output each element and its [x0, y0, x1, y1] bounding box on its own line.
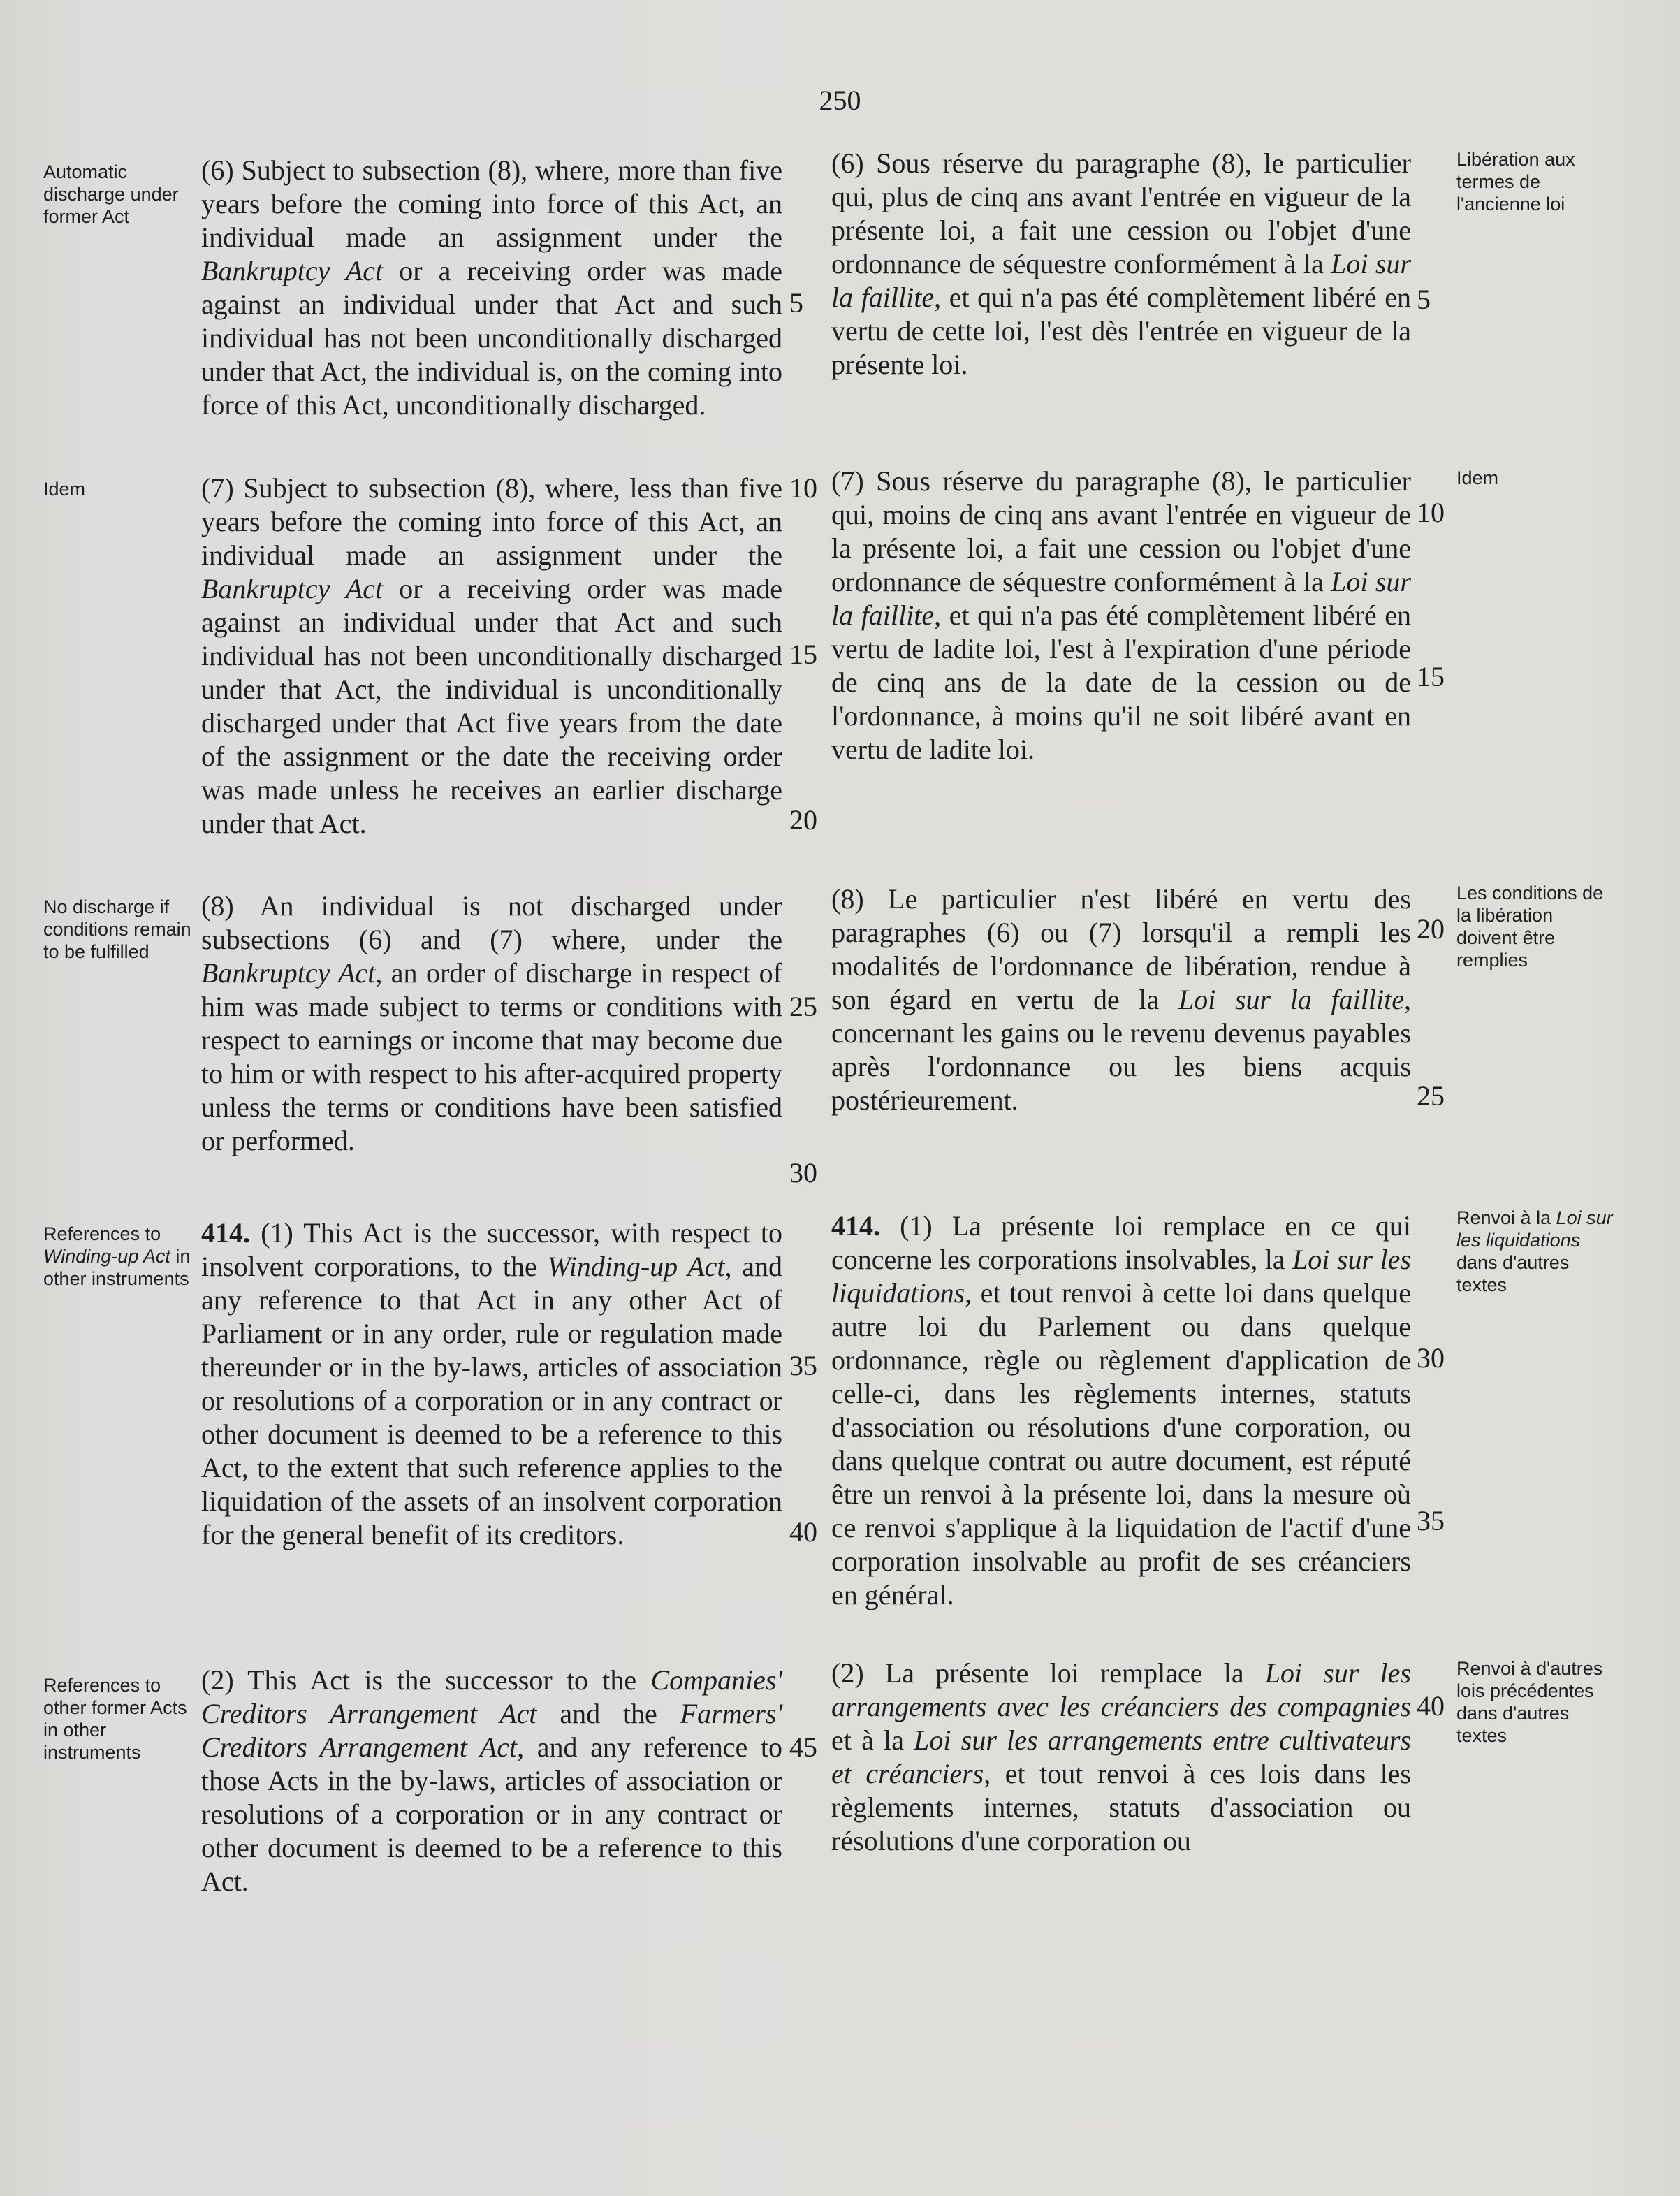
paragraph-en: (8) An individual is not discharged under subsections (6) and (7) where, under the Bankruptcy Act, an order of discharge in respect of him was made subject to terms or conditions with respect to earnings or income that may become due to him or with respect to his after-acquired property unless the terms or conditions have been satisfied or performed.: [201, 890, 783, 1156]
line-number-en: 25: [789, 991, 817, 1022]
line-number-en: 45: [789, 1731, 817, 1763]
paragraph-en: (2) This Act is the successor to the Companies' Creditors Arrangement Act and the Farmers' Creditors Arrangement Act, and any reference to those Acts in the by-laws, articles of association or resolutions of a corporation or in any contract or other document is deemed to be a reference to this Act.: [201, 1664, 782, 1897]
paragraph-en: (6) Subject to subsection (8), where, more than five years before the coming into force of this Act, an individual made an assignment under the Bankruptcy Act or a receiving order was made against an individual under that Act and such individual has not been unconditionally discharged under that Act, the individual is, on the coming into force of this Act, unconditionally discharged.: [201, 154, 783, 421]
paragraph-en: 414. (1) This Act is the successor, with respect to insolvent corporations, to the Winding-up Act, and any reference to that Act in any other Act of Parliament or in any order, rule or regulation made thereunder or in the by-laws, articles of association or resolutions of a corporation or in any contract or other document is deemed to be a reference to this Act, to the extent that such reference applies to the liquidation of the assets of an insolvent corporation for the general benefit of its creditors.: [201, 1217, 782, 1550]
line-number-en: 30: [789, 1157, 817, 1188]
line-number-en: 15: [789, 639, 817, 670]
line-number-en: 20: [789, 804, 817, 836]
line-number-en: 5: [789, 287, 803, 319]
margin-note-en: References to other former Acts in other instruments: [43, 1675, 187, 1763]
margin-note-fr: Renvoi à d'autres lois précédentes dans d'autres textes: [1456, 1658, 1603, 1746]
margin-note-fr: Renvoi à la Loi sur les liquidations dans d'autres textes: [1456, 1207, 1613, 1295]
margin-note-fr: Les conditions de la libération doivent être remplies: [1456, 882, 1604, 970]
paragraph-fr: 414. (1) La présente loi remplace en ce qui concerne les corporations insolvables, la Loi sur les liquidations, et tout renvoi à cette loi dans quelque autre loi du Parlement ou dans quelque ordonnance, règle ou règlement d'application de celle-ci, dans les règlements internes, statuts d'association ou résolutions d'une corporation, ou dans quelque contrat ou autre document, est réputé être un renvoi à la présente loi, dans la mesure où ce renvoi s'applique à la liquidation de l'actif d'une corporation insolvable au profit de ses créanciers en général.: [831, 1210, 1411, 1610]
line-number-fr: 35: [1417, 1505, 1445, 1536]
margin-note-en: References to Winding-up Act in other instruments: [43, 1223, 191, 1289]
line-number-fr: 25: [1417, 1080, 1445, 1112]
line-number-fr: 40: [1417, 1690, 1445, 1722]
margin-note-fr: Idem: [1456, 467, 1499, 488]
line-number-fr: 15: [1417, 661, 1445, 692]
paragraph-fr: (2) La présente loi remplace la Loi sur les arrangements avec les créanciers des compagnies et à la Loi sur les arrangements entre cultivateurs et créanciers, et tout renvoi à ces lois dans les règlements internes, statuts d'association ou résolutions d'une corporation ou: [831, 1657, 1411, 1856]
paragraph-fr: (7) Sous réserve du paragraphe (8), le particulier qui, moins de cinq ans avant l'entrée en vigueur de la présente loi, a fait une cession ou l'objet d'une ordonnance de séquestre conformément à la Loi sur la faillite, et qui n'a pas été complètement libéré en vertu de ladite loi, l'est à l'expiration d'une période de cinq ans de la date de la cession ou de l'ordonnance, à moins qu'il ne soit libéré avant en vertu de ladite loi.: [831, 465, 1412, 765]
page-number: 250: [819, 85, 861, 116]
paragraph-en: (7) Subject to subsection (8), where, less than five years before the coming into force of this Act, an individual made an assignment under the Bankruptcy Act or a receiving order was made against an individual under that Act and such individual has not been unconditionally discharged under that Act, the individual is unconditionally discharged under that Act five years from the date of the assignment or the date the receiving order was made unless he receives an earlier discharge under that Act.: [201, 472, 783, 839]
paragraph-fr: (6) Sous réserve du paragraphe (8), le particulier qui, plus de cinq ans avant l'entrée en vigueur de la présente loi, a fait une cession ou l'objet d'une ordonnance de séquestre conformément à la Loi sur la faillite, et qui n'a pas été complètement libéré en vertu de cette loi, l'est dès l'entrée en vigueur de la présente loi.: [831, 147, 1412, 380]
line-number-en: 10: [789, 472, 817, 504]
margin-note-fr: Libération aux termes de l'ancienne loi: [1456, 149, 1575, 214]
line-number-en: 40: [789, 1516, 817, 1548]
line-number-fr: 10: [1417, 497, 1445, 528]
line-number-en: 35: [789, 1350, 817, 1381]
line-number-fr: 30: [1417, 1342, 1445, 1374]
margin-note-en: Idem: [43, 479, 86, 500]
line-number-fr: 20: [1417, 913, 1445, 945]
margin-note-en: Automatic discharge under former Act: [43, 161, 179, 227]
paragraph-fr: (8) Le particulier n'est libéré en vertu des paragraphes (6) ou (7) lorsqu'il a rempli les modalités de l'ordonnance de libération, rendue à son égard en vertu de la Loi sur la faillite, concernant les gains ou le revenu devenus payables après l'ordonnance ou les biens acquis postérieurement.: [831, 883, 1411, 1116]
margin-note-en: No discharge if conditions remain to be fulfilled: [43, 896, 191, 962]
line-number-fr: 5: [1417, 284, 1431, 315]
